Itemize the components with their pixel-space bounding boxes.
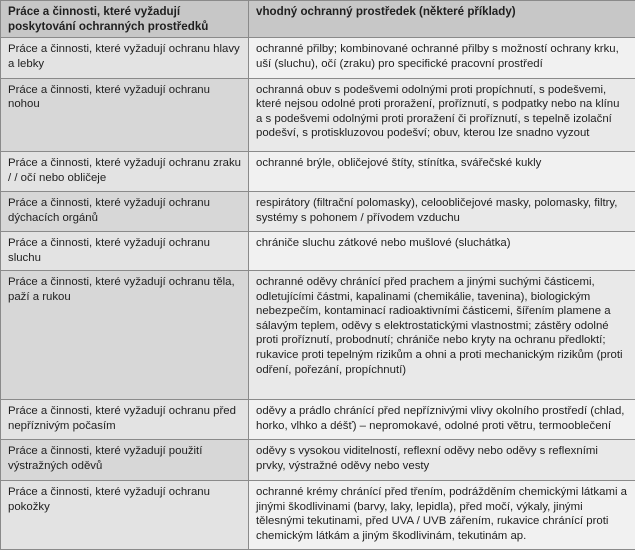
activity-cell: Práce a činnosti, které vyžadují ochranu těla, paží a rukou — [1, 271, 249, 400]
equipment-cell: ochranná obuv s podešvemi odolnými proti propíchnutí, s podešvemi, které nejsou odolné proti proražení, proříznutí, s podpatky nebo na klínu a s podešvemi odolnými proti proražení či proříznutí, s tepelně izolační podešví, s protiskluzovou podešví; obuv, kterou lze snadno vyzout — [249, 78, 635, 152]
activity-cell: Práce a činnosti, které vyžadují ochranu pokožky — [1, 480, 249, 549]
activity-cell: Práce a činnosti, které vyžadují ochranu nohou — [1, 78, 249, 152]
table-row — [1, 399, 635, 440]
equipment-cell: ochranné krémy chránící před třením, podrážděním chemickými látkami a jinými škodlivinami (barvy, laky, lepidla), před močí, výkaly, jinými tělesnými tekutinami, před UVA / UVB zářením, rukavice chránící proti chemickým látkám a jiným škodlivinám, tekutinám ap. — [249, 480, 635, 549]
activity-cell: Práce a činnosti, které vyžadují ochranu dýchacích orgánů — [1, 191, 249, 232]
activity-cell: Práce a činnosti, které vyžadují ochranu zraku / / očí nebo obličeje — [1, 152, 249, 191]
table-row — [1, 191, 635, 232]
table-row — [1, 271, 635, 400]
activity-cell: Práce a činnosti, které vyžadují ochranu hlavy a lebky — [1, 38, 249, 79]
table-row — [1, 440, 635, 481]
equipment-cell: ochranné brýle, obličejové štíty, stínítka, svářečské kukly — [249, 152, 635, 191]
equipment-cell: ochranné oděvy chránící před prachem a jinými suchými částicemi, odletujícími částmi, kapalinami (chemikálie, tavenina), biologickým nebezpečím, kontaminací radioaktivními částicemi, šířením plamene a sálavým teplem, oděvy s elektrostatickými vlastnostmi; zástěry odolné proti proříznutí, probodnutí; chrániče nebo kryty na ochranu předloktí; rukavice proti tepelným rizikům a ohni a proti mechanickým rizikům (proti odření, pořezání, propíchnutí) — [249, 271, 635, 400]
equipment-cell: oděvy s vysokou viditelností, reflexní oděvy nebo oděvy s reflexními prvky, výstražné oděvy nebo vesty — [249, 440, 635, 481]
equipment-cell: ochranné přilby; kombinované ochranné přilby s možností ochrany krku, uší (sluchu), očí (zraku) pro specifické pracovní prostředí — [249, 38, 635, 79]
equipment-cell: chrániče sluchu zátkové nebo mušlové (sluchátka) — [249, 232, 635, 271]
table-row — [1, 152, 635, 191]
activity-cell: Práce a činnosti, které vyžadují použití výstražných oděvů — [1, 440, 249, 481]
table-row — [1, 38, 635, 79]
header-equipment: vhodný ochranný prostředek (některé příklady) — [249, 1, 635, 38]
equipment-cell: oděvy a prádlo chránící před nepříznivými vlivy okolního prostředí (chlad, horko, vlhko a déšť) – nepromokavé, odolné proti větru, termooblečení — [249, 399, 635, 440]
activity-cell: Práce a činnosti, které vyžadují ochranu před nepříznivým počasím — [1, 399, 249, 440]
table-row — [1, 232, 635, 271]
equipment-cell: respirátory (filtrační polomasky), celoobličejové masky, polomasky, filtry, systémy s pohonem / přívodem vzduchu — [249, 191, 635, 232]
header-activity: Práce a činnosti, které vyžadují poskytování ochranných prostředků — [1, 1, 249, 38]
activity-cell: Práce a činnosti, které vyžadují ochranu sluchu — [1, 232, 249, 271]
table-row — [1, 78, 635, 152]
table-row — [1, 480, 635, 549]
table-header-row — [1, 1, 635, 38]
